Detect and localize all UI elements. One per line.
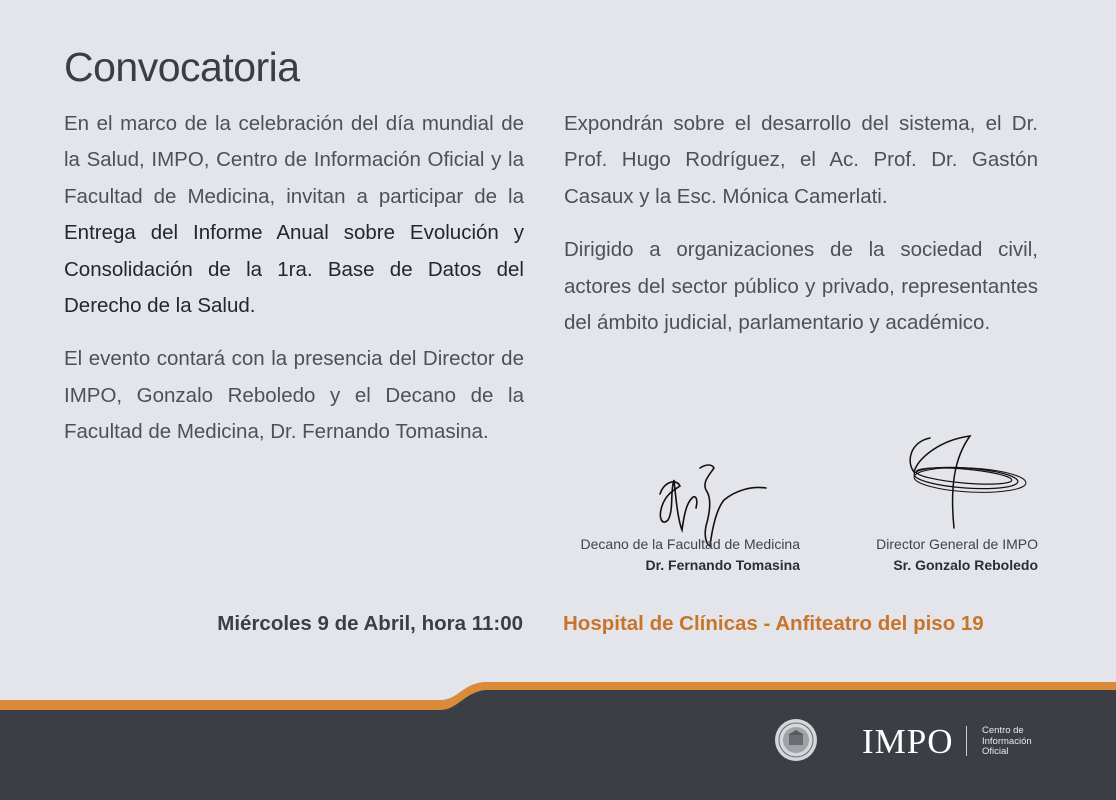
speakers-paragraph: Expondrán sobre el desarrollo del sistema, el Dr. Prof. Hugo Rodríguez, el Ac. Prof. Dr. Gastón Casaux y la Esc. Mónica Camerlati. bbox=[564, 112, 1038, 208]
presence-paragraph: El evento contará con la presencia del Director de IMPO, Gonzalo Reboledo y el Decano de la Facultad de Medicina, Dr. Fernando Tomasina. bbox=[64, 347, 524, 444]
intro-paragraph bbox=[64, 106, 524, 324]
logo-subtitle bbox=[982, 726, 1052, 758]
dean-signature-block bbox=[581, 534, 800, 576]
logo-subtitle-line: Centro de bbox=[982, 725, 1024, 736]
logo-subtitle-line: Información bbox=[982, 735, 1032, 747]
impo-logo: IMPO bbox=[862, 722, 954, 761]
logo-divider bbox=[966, 726, 967, 756]
right-column bbox=[564, 106, 1038, 358]
university-seal-icon bbox=[774, 718, 818, 762]
director-signature-icon bbox=[900, 428, 1040, 538]
director-signature-block bbox=[876, 534, 1038, 576]
event-name-highlight: Entrega del Informe Anual sobre Evolución y Consolidación de la 1ra. Base de Datos del Derecho de la Salud. bbox=[64, 221, 524, 318]
event-date: Miércoles 9 de Abril, hora 11:00 bbox=[217, 612, 523, 635]
page-title: Convocatoria bbox=[64, 44, 300, 90]
intro-text: En el marco de la celebración del día mundial de la Salud, IMPO, Centro de Información Oficial y la Facultad de Medicina, invitan a participar de la bbox=[64, 112, 524, 208]
director-name: Sr. Gonzalo Reboledo bbox=[893, 557, 1038, 573]
event-place: Hospital de Clínicas - Anfiteatro del piso 19 bbox=[563, 612, 984, 635]
dean-role: Decano de la Facultad de Medicina bbox=[580, 536, 800, 552]
audience-paragraph: Dirigido a organizaciones de la sociedad civil, actores del sector público y privado, representantes del ámbito judicial, parlamentario y académico. bbox=[564, 238, 1038, 335]
dean-name: Dr. Fernando Tomasina bbox=[645, 557, 800, 573]
director-role: Director General de IMPO bbox=[876, 536, 1038, 552]
logo-subtitle-line: Oficial bbox=[982, 746, 1009, 757]
left-column bbox=[64, 106, 524, 468]
